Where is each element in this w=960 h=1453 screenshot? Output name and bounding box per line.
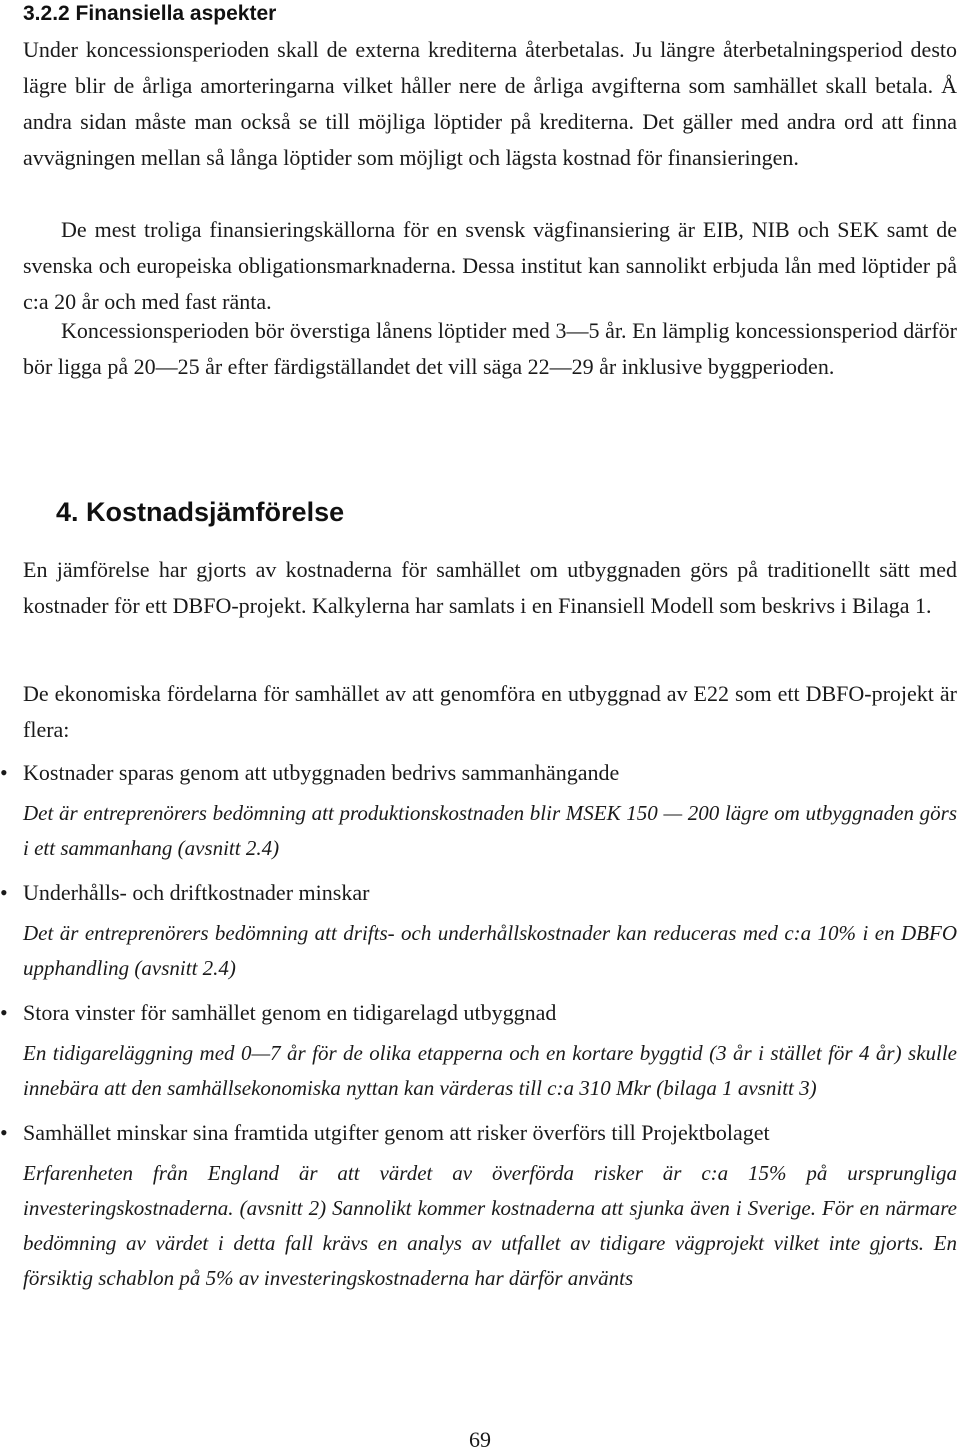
bullet-note: Det är entreprenörers bedömning att drifts- och underhållskostnader kan reduceras med c:a 10% i en DBFO upphandling (avsnitt 2.4) — [23, 921, 957, 980]
section-heading-4: 4. Kostnadsjämförelse — [56, 497, 345, 527]
section-heading-3-2-2: 3.2.2 Finansiella aspekter — [23, 2, 277, 25]
bullet-note: Det är entreprenörers bedömning att produktionskostnaden blir MSEK 150 — 200 lägre om utbyggnaden görs i ett sammanhang (avsnitt 2.4) — [23, 801, 957, 860]
page-number: 69 — [469, 1427, 491, 1452]
bullet-icon: • — [0, 880, 8, 905]
bullet-title: Stora vinster för samhället genom en tidigarelagd utbyggnad — [23, 1000, 557, 1025]
paragraph-cost-comparison: En jämförelse har gjorts av kostnaderna för samhället om utbyggnaden görs på traditionellt sätt med kostnader för ett DBFO-projekt. Kalkylerna har samlats i en Finansiell Modell som beskrivs i Bilaga 1. — [23, 557, 957, 618]
paragraph-financing-sources: De mest troliga finansieringskällorna för en svensk vägfinansiering är EIB, NIB och SEK samt de svenska och europeiska obligationsmarknaderna. Dessa institut kan sannolikt erbjuda lån med löptider på c:a 20 år och med fast ränta. — [23, 217, 957, 314]
paragraph-concession-period: Koncessionsperioden bör överstiga lånens löptider med 3—5 år. En lämplig koncessionsperiod därför bör ligga på 20—25 år efter färdigställandet det vill säga 22—29 år inklusive byggperioden. — [23, 318, 957, 379]
bullet-icon: • — [0, 1120, 8, 1145]
bullet-icon: • — [0, 1000, 8, 1025]
bullet-title: Underhålls- och driftkostnader minskar — [23, 880, 370, 905]
bullet-note: En tidigareläggning med 0—7 år för de olika etapperna och en kortare byggtid (3 år i stället för 4 år) skulle innebära att den samhällsekonomiska nyttan kan värderas till c:a 310 Mkr (bilaga 1 avsnitt 3) — [23, 1041, 957, 1100]
bullet-note: Erfarenheten från England är att värdet av överförda risker är c:a 15% på ursprungliga investeringskostnaderna. (avsnitt 2) Sannolikt kommer kostnaderna att sjunka även i Sverige. För en närmare bedömning av värdet i detta fall krävs en analys av utfallet av tidigare vägprojekt vilket inte gjorts. En försiktig schablon på 5% av investeringskostnaderna har därför använts — [23, 1161, 957, 1290]
bullet-title: Samhället minskar sina framtida utgifter genom att risker överförs till Projektbolaget — [23, 1120, 770, 1145]
bullet-icon: • — [0, 760, 8, 785]
bullet-title: Kostnader sparas genom att utbyggnaden bedrivs sammanhängande — [23, 760, 620, 785]
paragraph-economic-benefits: De ekonomiska fördelarna för samhället av att genomföra en utbyggnad av E22 som ett DBFO-projekt är flera: — [23, 681, 957, 742]
paragraph-repayment: Under koncessionsperioden skall de externa krediterna återbetalas. Ju längre återbetalningsperiod desto lägre blir de årliga amorteringarna vilket håller nere de årliga avgifterna som samhället skall betala. Å andra sidan måste man också se till möjliga löptider på krediterna. Det gäller med andra ord att finna avvägningen mellan så långa löptider som möjligt och lägsta kostnad för finansieringen. — [23, 37, 957, 170]
